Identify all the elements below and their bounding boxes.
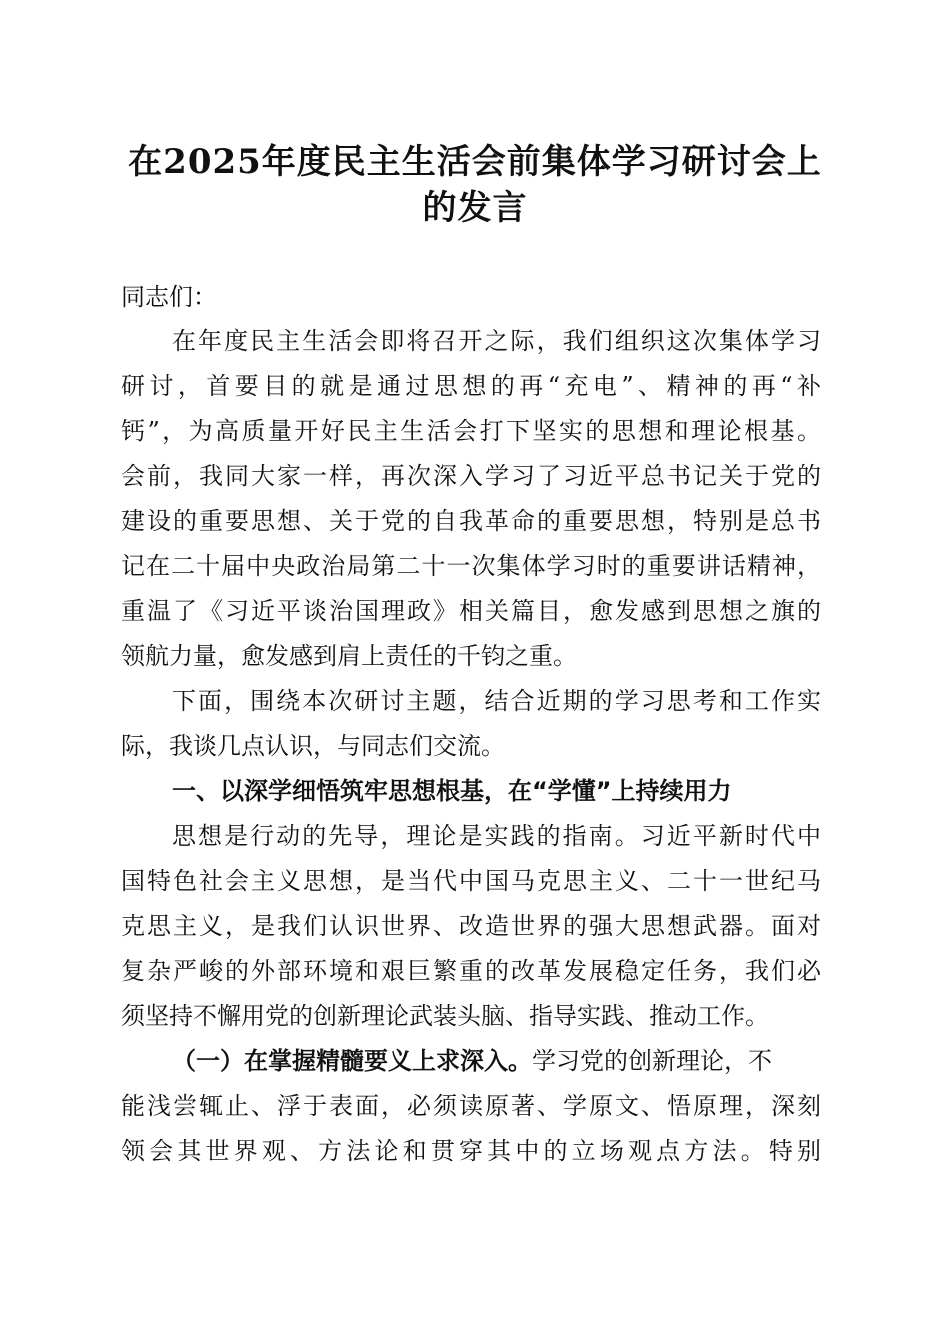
subsection-line [172, 1039, 821, 1083]
paragraph-line: 能浅尝辄止、浮于表面，必须读原著、学原文、悟原理，深刻 [121, 1092, 821, 1120]
paragraph-line: 重温了《习近平谈治国理政》相关篇目，愈发感到思想之旗的 [121, 597, 821, 625]
salutation: 同志们： [121, 283, 217, 311]
paragraph-line: 会前，我同大家一样，再次深入学习了习近平总书记关于党的 [121, 462, 821, 490]
paragraph-line: 克思主义，是我们认识世界、改造世界的强大思想武器。面对 [121, 912, 821, 940]
paragraph-line: 国特色社会主义思想，是当代中国马克思主义、二十一世纪马 [121, 867, 821, 895]
paragraph-line: 建设的重要思想、关于党的自我革命的重要思想，特别是总书 [121, 507, 821, 535]
paragraph-line: 思想是行动的先导，理论是实践的指南。习近平新时代中 [172, 822, 821, 850]
section-heading-1: 一、以深学细悟筑牢思想根基，在“学懂”上持续用力 [172, 777, 732, 805]
paragraph-line: 须坚持不懈用党的创新理论武装头脑、指导实践、推动工作。 [121, 1002, 769, 1030]
paragraph-line: 领航力量，愈发感到肩上责任的千钧之重。 [121, 642, 577, 670]
paragraph-line: 复杂严峻的外部环境和艰巨繁重的改革发展稳定任务，我们必 [121, 957, 821, 985]
paragraph-line: 际，我谈几点认识，与同志们交流。 [121, 732, 505, 760]
paragraph-line: 记在二十届中央政治局第二十一次集体学习时的重要讲话精神， [121, 552, 821, 580]
subsection-text: 学习党的创新理论，不 [532, 1047, 772, 1075]
paragraph-line: 下面，围绕本次研讨主题，结合近期的学习思考和工作实 [172, 687, 821, 715]
paragraph-line: 在年度民主生活会即将召开之际，我们组织这次集体学习 [172, 327, 821, 355]
paragraph-line: 钙”，为高质量开好民主生活会打下坚实的思想和理论根基。 [121, 417, 821, 445]
document-title-line-2: 的发言 [422, 188, 528, 228]
subsection-heading: （一）在掌握精髓要义上求深入。 [172, 1047, 532, 1075]
document-title-line-1: 在2025年度民主生活会前集体学习研讨会上 [128, 142, 822, 182]
paragraph-line: 研讨，首要目的就是通过思想的再“充电”、精神的再“补 [121, 372, 821, 400]
paragraph-line: 领会其世界观、方法论和贯穿其中的立场观点方法。特别 [121, 1137, 821, 1165]
